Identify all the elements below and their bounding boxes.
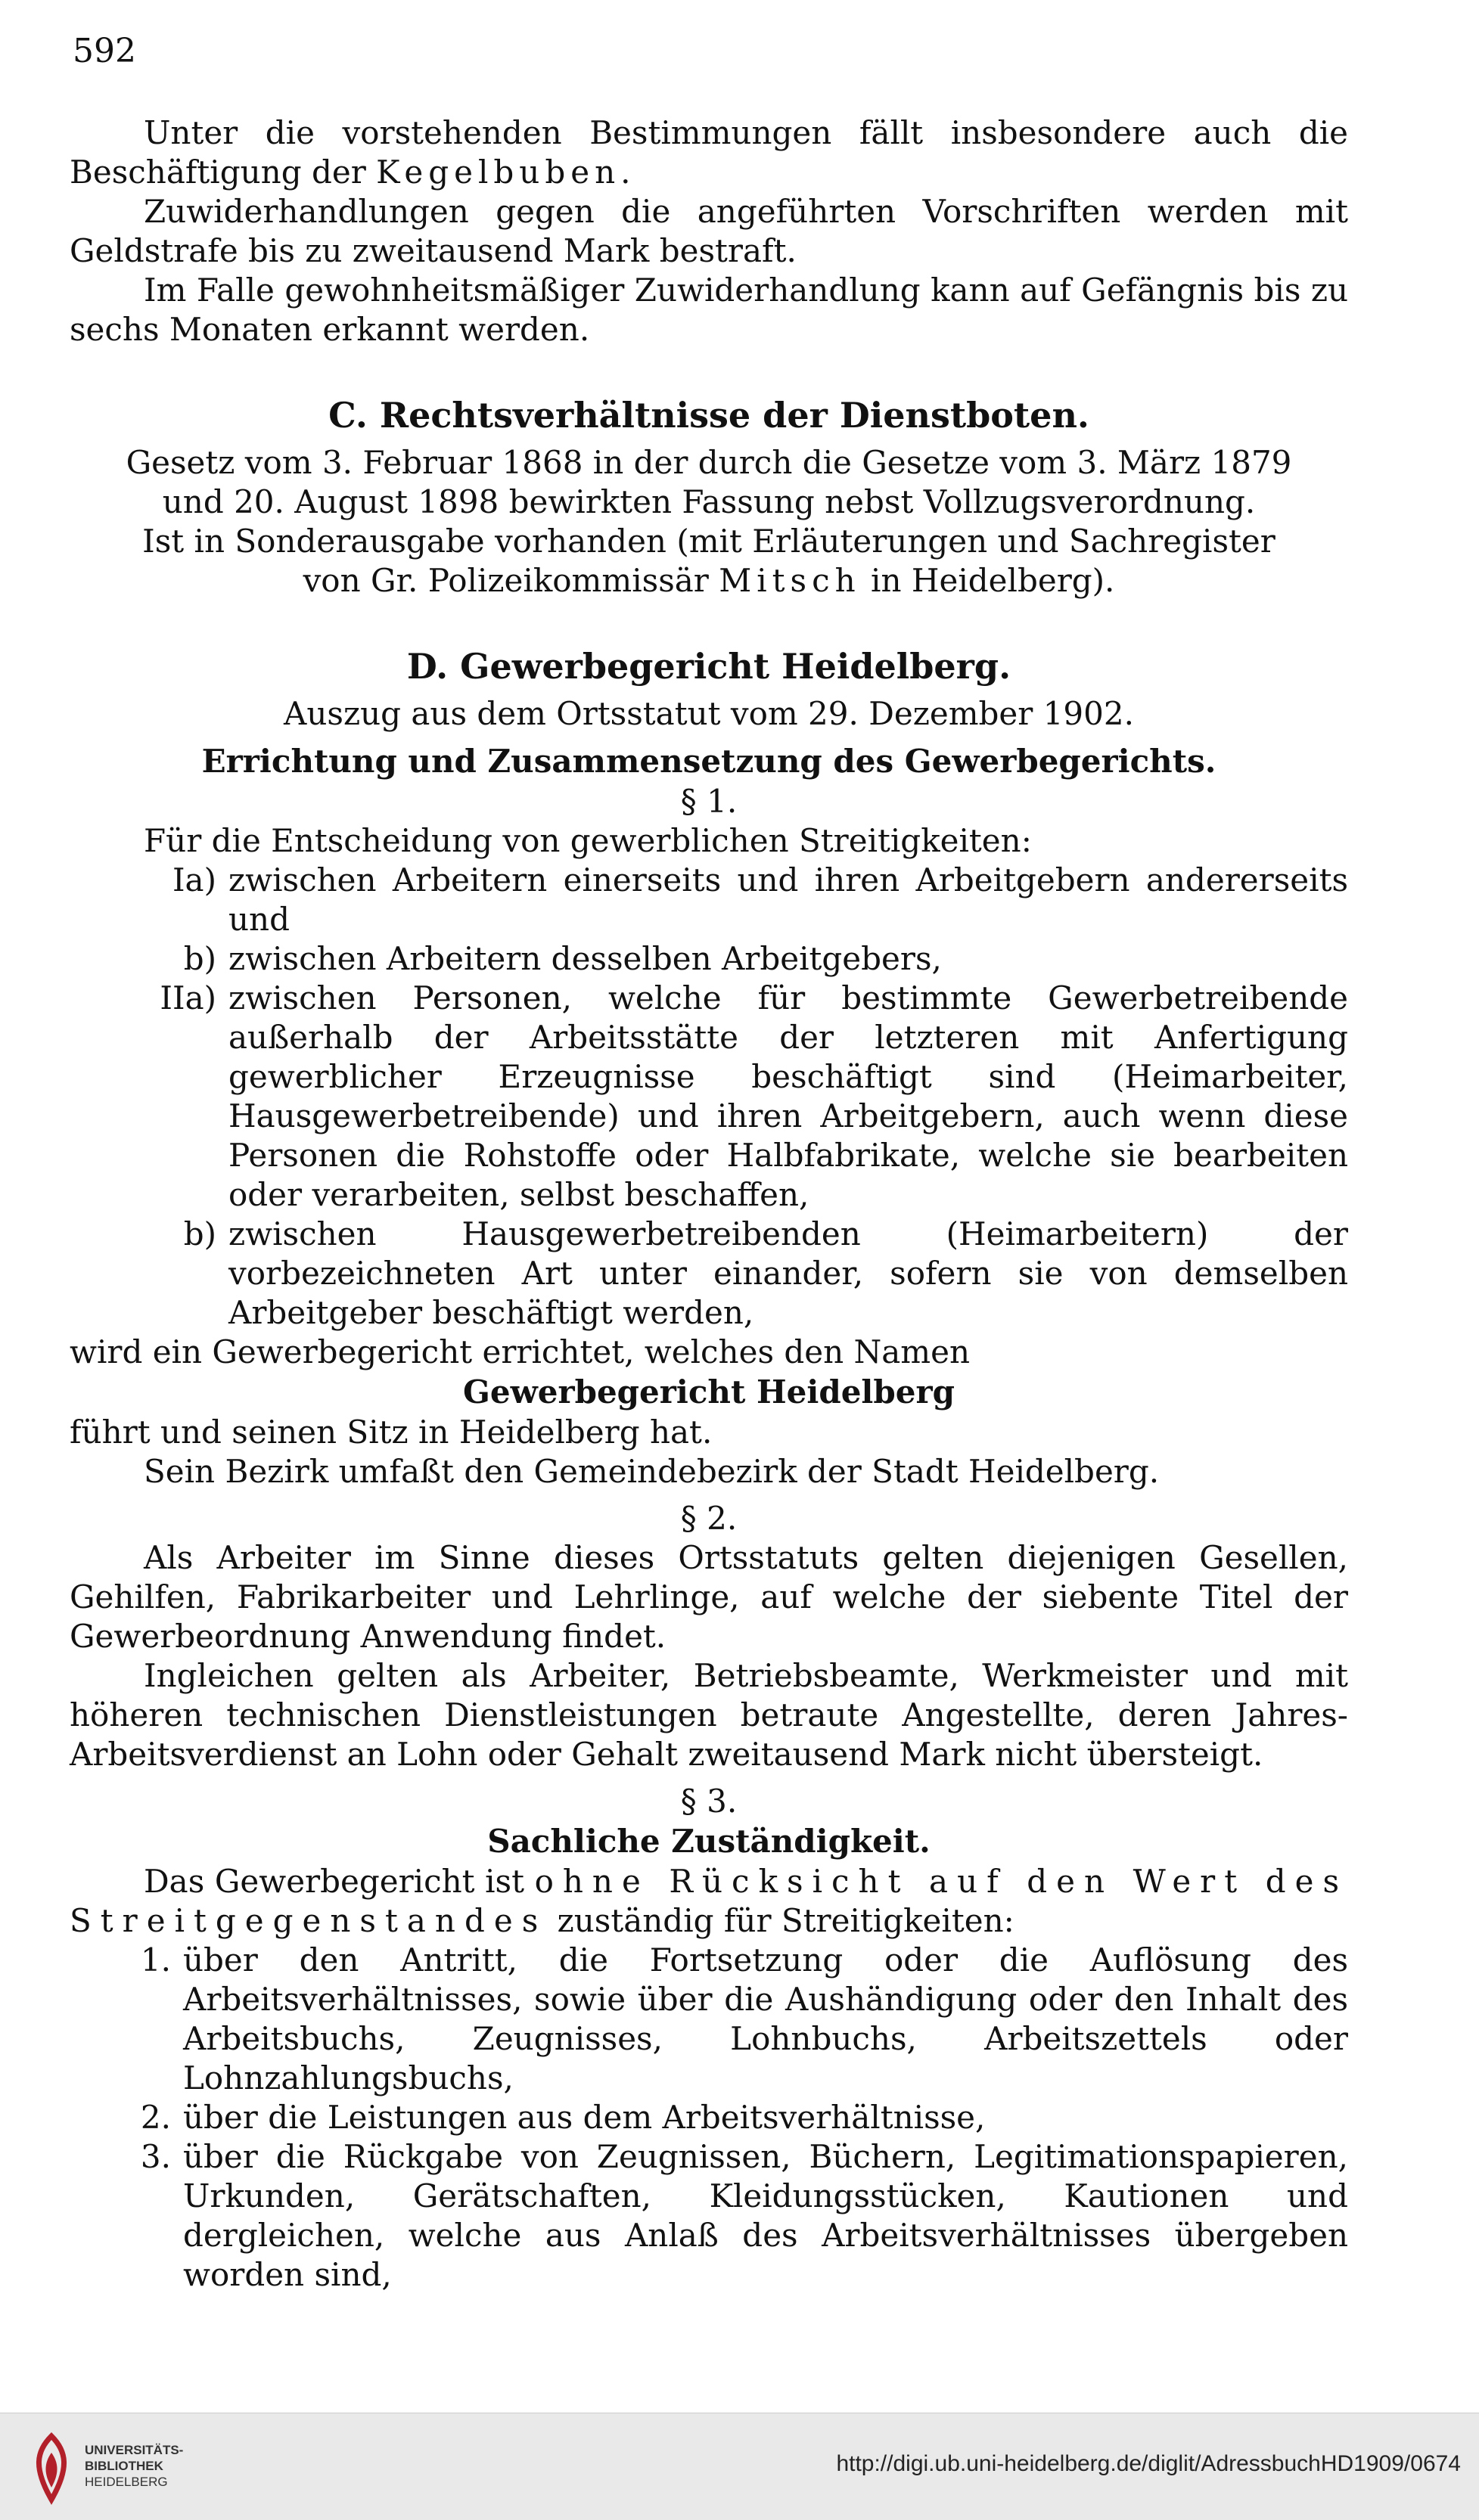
note-text: Ist in Sonderausgabe vorhanden (mit Erläuterungen und Sachregister von Gr. Polizeikommissär bbox=[142, 523, 1275, 599]
intro-text: Das Gewerbegericht ist bbox=[144, 1863, 524, 1900]
library-line-2: BIBLIOTHEK bbox=[85, 2459, 163, 2473]
note-tail: in Heidelberg). bbox=[871, 562, 1115, 599]
section-c-heading: C. Rechtsverhältnisse der Dienstboten. bbox=[328, 395, 1089, 436]
item-text: zwischen Arbeitern desselben Arbeitgebers, bbox=[228, 940, 942, 977]
item-label: Ia) bbox=[172, 861, 216, 898]
paragraph-3-intro bbox=[70, 1862, 1348, 1941]
list-item bbox=[70, 1941, 1348, 2098]
list-item bbox=[70, 2137, 1348, 2295]
item-label: b) bbox=[183, 1215, 216, 1252]
paragraph-1-label: § 1. bbox=[680, 783, 738, 820]
list-item bbox=[70, 861, 1348, 939]
spaced-phrase: ohne Rücksicht auf den Wert des Streitgegenstandes bbox=[70, 1863, 1348, 1939]
list-item bbox=[70, 2098, 1348, 2137]
page-content bbox=[70, 113, 1348, 2295]
paragraph-1-district: Sein Bezirk umfaßt den Gemeindebezirk der Stadt Heidelberg. bbox=[144, 1453, 1160, 1490]
source-url-link[interactable]: http://digi.ub.uni-heidelberg.de/diglit/AdressbuchHD1909/0674 bbox=[836, 2451, 1461, 2476]
item-label: b) bbox=[183, 940, 216, 977]
item-text: über die Leistungen aus dem Arbeitsverhältnisse, bbox=[183, 2099, 986, 2136]
section-d-subtitle: Auszug aus dem Ortsstatut vom 29. Dezember 1902. bbox=[284, 695, 1134, 732]
spaced-term: Kegelbuben bbox=[376, 154, 621, 191]
section-d-heading: D. Gewerbegericht Heidelberg. bbox=[406, 646, 1011, 687]
list-item bbox=[70, 1215, 1348, 1333]
intro-tail: zuständig für Streitigkeiten: bbox=[557, 1902, 1014, 1939]
library-line-3: HEIDELBERG bbox=[85, 2475, 168, 2489]
item-text: über den Antritt, die Fortsetzung oder die Auflösung des Arbeitsverhältnisses, sowie über die Aushändigung oder den Inhalt des Arbeitsbuchs, Zeugnisses, Lohnbuchs, Arbeitszettels oder Lohnzahlungsbuchs, bbox=[183, 1941, 1348, 2096]
paragraph-1-outro-2: führt und seinen Sitz in Heidelberg hat. bbox=[70, 1414, 713, 1451]
library-name bbox=[85, 2442, 183, 2490]
spaced-name: Mitsch bbox=[719, 562, 861, 599]
intro-text: Unter die vorstehenden Bestimmungen fällt insbesondere auch die Beschäftigung der bbox=[70, 114, 1348, 191]
paragraph-2-label: § 2. bbox=[680, 1500, 738, 1537]
intro-period: . bbox=[620, 154, 631, 191]
paragraph-2-text-1: Als Arbeiter im Sinne dieses Ortsstatuts gelten diejenigen Gesellen, Gehilfen, Fabrikarbeiter und Lehrlinge, auf welche der siebente Titel der Gewerbeordnung Anwendung findet. bbox=[70, 1539, 1348, 1655]
intro-paragraph-3: Im Falle gewohnheitsmäßiger Zuwiderhandlung kann auf Gefängnis bis zu sechs Monaten erkannt werden. bbox=[70, 272, 1348, 348]
library-logo-icon bbox=[14, 2430, 89, 2506]
list-item bbox=[70, 979, 1348, 1215]
section-c-law: Gesetz vom 3. Februar 1868 in der durch die Gesetze vom 3. März 1879 und 20. August 1898 bewirkten Fassung nebst Vollzugsverordnung. bbox=[126, 444, 1292, 520]
page-number: 592 bbox=[73, 32, 136, 70]
paragraph-3-heading: Sachliche Zuständigkeit. bbox=[487, 1823, 931, 1860]
item-label: 1. bbox=[140, 1941, 171, 1978]
section-c-note bbox=[70, 522, 1348, 601]
item-text: zwischen Hausgewerbetreibenden (Heimarbeitern) der vorbezeichneten Art unter einander, sofern sie von demselben Arbeitgeber beschäftigt werden, bbox=[228, 1215, 1348, 1331]
library-line-1: UNIVERSITÄTS- bbox=[85, 2443, 184, 2457]
item-label: 2. bbox=[140, 2099, 171, 2136]
court-name: Gewerbegericht Heidelberg bbox=[463, 1373, 955, 1411]
paragraph-1-outro: wird ein Gewerbegericht errichtet, welches den Namen bbox=[70, 1333, 971, 1370]
paragraph-3-label: § 3. bbox=[680, 1783, 738, 1820]
item-label: IIa) bbox=[160, 979, 216, 1016]
list-item bbox=[70, 939, 1348, 979]
item-text: über die Rückgabe von Zeugnissen, Büchern, Legitimationspapieren, Urkunden, Gerätschaften, Kleidungsstücken, Kautionen und dergleichen, welche aus Anlaß des Arbeitsverhältnisses übergeben worden sind, bbox=[183, 2138, 1348, 2293]
footer-bar bbox=[0, 2413, 1479, 2520]
intro-paragraph-2: Zuwiderhandlungen gegen die angeführten Vorschriften werden mit Geldstrafe bis zu zweitausend Mark bestraft. bbox=[70, 193, 1348, 269]
item-text: zwischen Personen, welche für bestimmte Gewerbetreibende außerhalb der Arbeitsstätte der letzteren mit Anfertigung gewerblicher Erzeugnisse beschäftigt sind (Heimarbeiter, Hausgewerbetreibende) und ihren Arbeitgebern, auch wenn diese Personen die Rohstoffe oder Halbfabrikate, welche sie bearbeiten oder verarbeiten, selbst beschaffen, bbox=[228, 979, 1348, 1213]
paragraph-1-intro: Für die Entscheidung von gewerblichen Streitigkeiten: bbox=[144, 822, 1032, 859]
paragraph-2-text-2: Ingleichen gelten als Arbeiter, Betriebsbeamte, Werkmeister und mit höheren technischen Dienstleistungen betraute Angestellte, deren Jahres-Arbeitsverdienst an Lohn oder Gehalt zweitausend Mark nicht übersteigt. bbox=[70, 1657, 1348, 1773]
item-label: 3. bbox=[140, 2138, 171, 2175]
intro-paragraph-1 bbox=[70, 113, 1348, 192]
section-d-subheading: Errichtung und Zusammensetzung des Gewerbegerichts. bbox=[201, 743, 1216, 780]
item-text: zwischen Arbeitern einerseits und ihren Arbeitgebern andererseits und bbox=[228, 861, 1348, 938]
